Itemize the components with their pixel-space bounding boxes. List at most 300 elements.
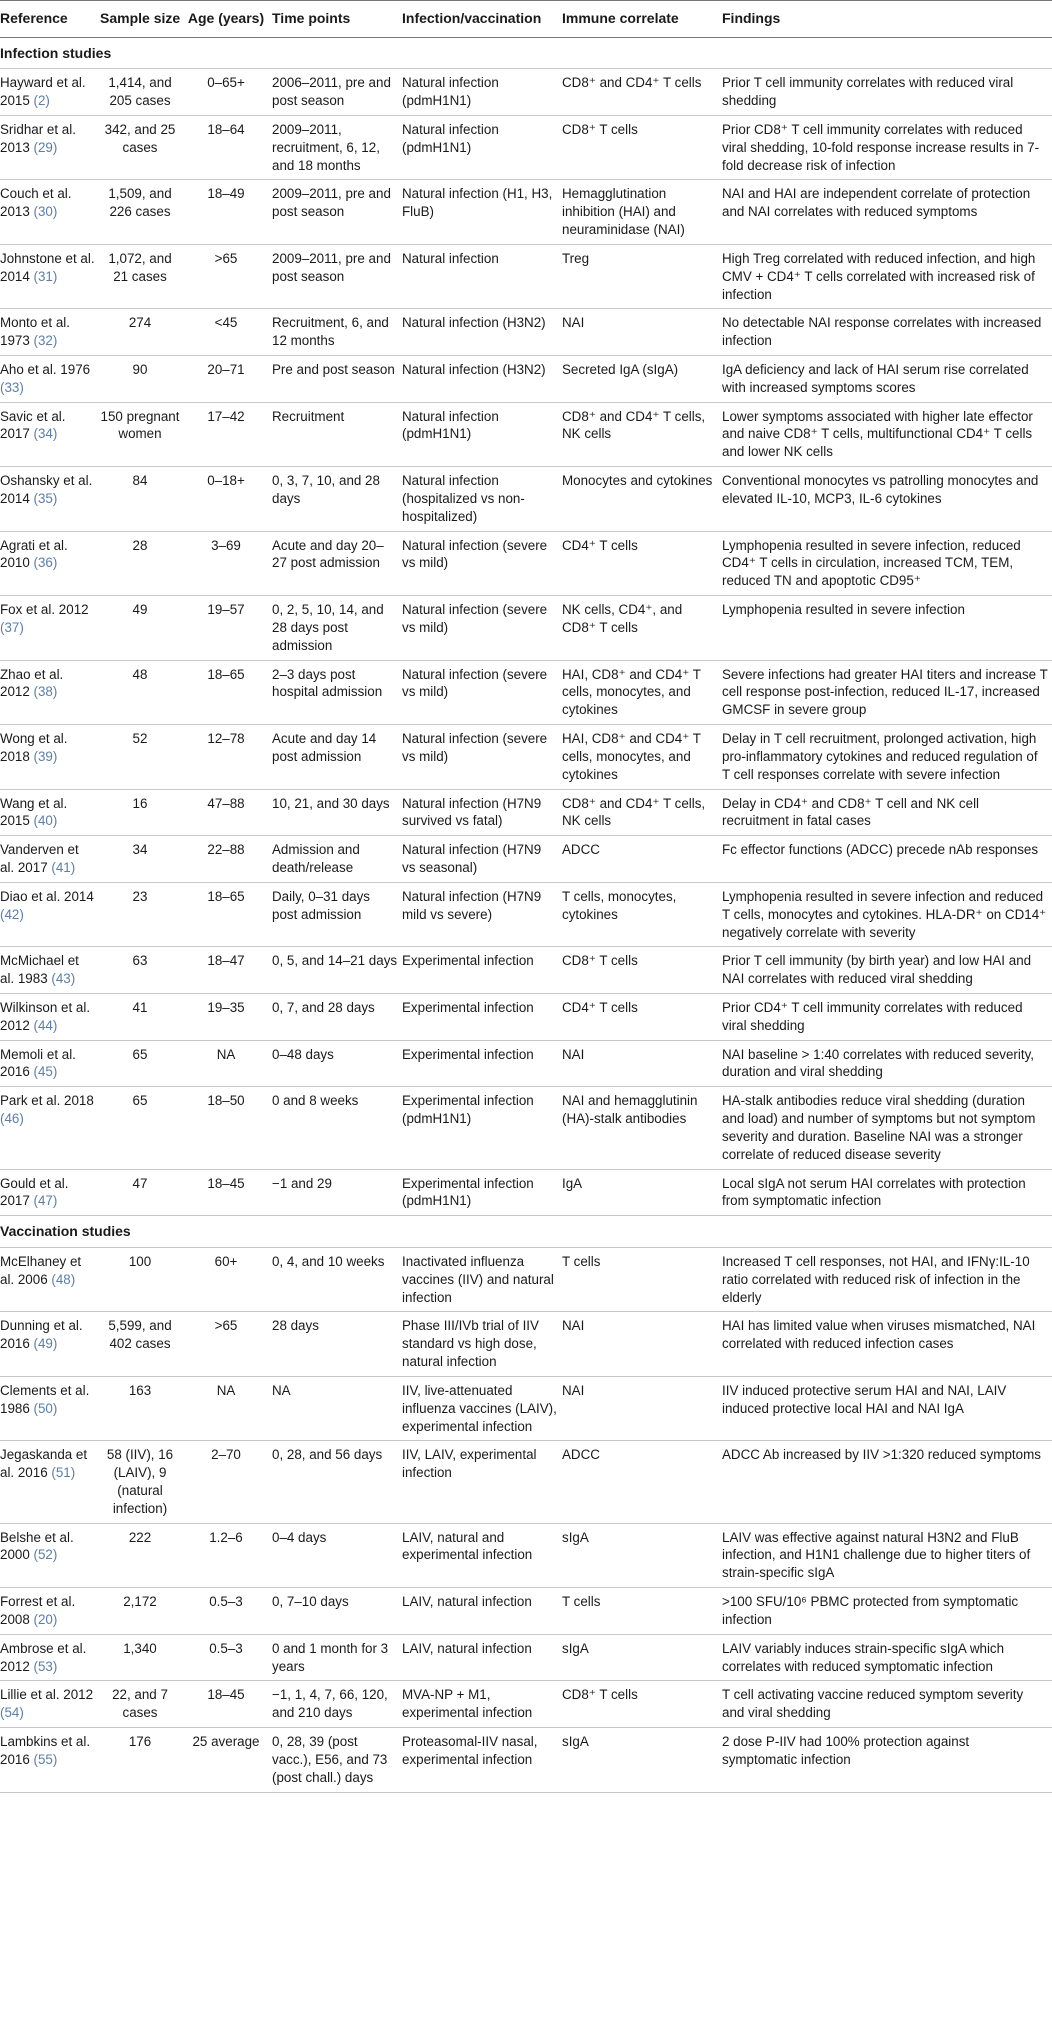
sample-size-cell: 5,599, and 402 cases [100,1312,184,1376]
infection-cell: Natural infection (H7N9 vs seasonal) [402,836,562,883]
table-row [0,1169,1052,1216]
infection-cell: Natural infection [402,244,562,308]
reference-cell [0,467,100,531]
age-cell: 18–50 [184,1087,272,1169]
age-cell: 3–69 [184,531,272,595]
age-cell: 25 average [184,1728,272,1792]
findings-cell: High Treg correlated with reduced infection, and high CMV + CD4⁺ T cells correlated with increased risk of infection [722,244,1052,308]
reference-cell [0,1040,100,1087]
citation-link[interactable]: (44) [33,1017,58,1033]
reference-cell [0,994,100,1041]
immune-correlate-cell: NAI and hemagglutinin (HA)-stalk antibodies [562,1087,722,1169]
reference-cell [0,1087,100,1169]
reference-cell [0,1441,100,1523]
infection-cell: Natural infection (severe vs mild) [402,596,562,660]
infection-cell: Proteasomal-IIV nasal, experimental infection [402,1728,562,1792]
table-row [0,596,1052,660]
sample-size-cell: 2,172 [100,1588,184,1635]
findings-cell: Delay in T cell recruitment, prolonged activation, high pro-inflammatory cytokines and reduced regulation of T cell responses correlate with severe infection [722,725,1052,789]
reference-cell [0,1588,100,1635]
age-cell: 18–64 [184,115,272,179]
infection-cell: Natural infection (hospitalized vs non-hospitalized) [402,467,562,531]
immune-correlate-cell: T cells [562,1588,722,1635]
reference-cell [0,402,100,466]
infection-cell: IIV, live-attenuated influenza vaccines (LAIV), experimental infection [402,1376,562,1440]
time-points-cell: NA [272,1376,402,1440]
citation-link[interactable]: (52) [33,1547,58,1563]
infection-cell: Experimental infection [402,947,562,994]
reference-text: Gould et al. 2017 [0,1175,69,1209]
time-points-cell: −1, 1, 4, 7, 66, 120, and 210 days [272,1681,402,1728]
immune-correlate-cell: CD8⁺ T cells [562,115,722,179]
infection-cell: Natural infection (pdmH1N1) [402,115,562,179]
reference-cell [0,789,100,836]
reference-text: Agrati et al. 2010 [0,537,68,571]
reference-cell [0,1376,100,1440]
reference-text: Zhao et al. 2012 [0,666,64,700]
reference-cell [0,244,100,308]
immune-correlate-cell: Secreted IgA (sIgA) [562,355,722,402]
sample-size-cell: 274 [100,309,184,356]
reference-text: Dunning et al. 2016 [0,1318,83,1352]
findings-cell: Prior T cell immunity correlates with reduced viral shedding [722,69,1052,116]
table-row [0,1247,1052,1311]
sample-size-cell: 23 [100,882,184,946]
age-cell: 12–78 [184,725,272,789]
immune-correlate-cell: ADCC [562,836,722,883]
time-points-cell: −1 and 29 [272,1169,402,1216]
reference-cell [0,1728,100,1792]
time-points-cell: 0, 7, and 28 days [272,994,402,1041]
reference-cell [0,115,100,179]
citation-link[interactable]: (40) [33,813,58,829]
immune-correlate-cell: CD8⁺ and CD4⁺ T cells, NK cells [562,789,722,836]
reference-cell [0,531,100,595]
time-points-cell: Recruitment [272,402,402,466]
sample-size-cell: 65 [100,1087,184,1169]
sample-size-cell: 63 [100,947,184,994]
reference-text: Wilkinson et al. 2012 [0,1000,91,1033]
table-row [0,1040,1052,1087]
reference-text: McElhaney et al. 2006 [0,1253,82,1287]
sample-size-cell: 90 [100,355,184,402]
sample-size-cell: 65 [100,1040,184,1087]
table-row [0,789,1052,836]
table-body [0,37,1052,1792]
sample-size-cell: 58 (IIV), 16 (LAIV), 9 (natural infection) [100,1441,184,1523]
reference-cell [0,947,100,994]
infection-cell: Experimental infection [402,994,562,1041]
sample-size-cell: 176 [100,1728,184,1792]
immune-correlate-cell: Hemagglutination inhibition (HAI) and neuraminidase (NAI) [562,180,722,244]
reference-cell [0,1169,100,1216]
sample-size-cell: 16 [100,789,184,836]
findings-cell: 2 dose P-IIV had 100% protection against symptomatic infection [722,1728,1052,1792]
time-points-cell: 0–48 days [272,1040,402,1087]
findings-cell: Lymphopenia resulted in severe infection [722,596,1052,660]
citation-link[interactable]: (33) [0,379,24,395]
age-cell: 0–65+ [184,69,272,116]
age-cell: 2–70 [184,1441,272,1523]
time-points-cell: 28 days [272,1312,402,1376]
infection-cell: Natural infection (H7N9 mild vs severe) [402,882,562,946]
reference-cell [0,660,100,724]
findings-cell: Increased T cell responses, not HAI, and IFNγ:IL-10 ratio correlated with reduced risk of infection in the elderly [722,1247,1052,1311]
immune-correlate-cell: CD4⁺ T cells [562,994,722,1041]
sample-size-cell: 49 [100,596,184,660]
immune-correlate-cell: T cells [562,1247,722,1311]
sample-size-cell: 222 [100,1523,184,1587]
table-row [0,1441,1052,1523]
time-points-cell: 0 and 8 weeks [272,1087,402,1169]
infection-cell: Natural infection (H3N2) [402,309,562,356]
col-reference-header: Reference [0,1,100,38]
citation-link[interactable]: (45) [33,1064,58,1080]
citation-link[interactable]: (35) [33,490,58,506]
age-cell: >65 [184,1312,272,1376]
immune-correlate-cell: HAI, CD8⁺ and CD4⁺ T cells, monocytes, and cytokines [562,660,722,724]
reference-text: Ambrose et al. 2012 [0,1640,87,1674]
age-cell: 0.5–3 [184,1588,272,1635]
time-points-cell: Recruitment, 6, and 12 months [272,309,402,356]
infection-cell: LAIV, natural and experimental infection [402,1523,562,1587]
sample-size-cell: 1,414, and 205 cases [100,69,184,116]
citation-link[interactable]: (39) [33,748,58,764]
citation-link[interactable]: (36) [33,555,58,571]
reference-text: Aho et al. 1976 [0,361,91,377]
table-row [0,1087,1052,1169]
table-row [0,1634,1052,1681]
sample-size-cell: 22, and 7 cases [100,1681,184,1728]
findings-cell: ADCC Ab increased by IIV >1:320 reduced symptoms [722,1441,1052,1523]
infection-cell: Phase III/IVb trial of IIV standard vs high dose, natural infection [402,1312,562,1376]
reference-text: Lambkins et al. 2016 [0,1734,91,1767]
reference-text: Diao et al. 2014 [0,888,94,904]
reference-text: Lillie et al. 2012 [0,1687,94,1703]
infection-cell: Natural infection (severe vs mild) [402,531,562,595]
time-points-cell: 0–4 days [272,1523,402,1587]
findings-cell: Prior CD8⁺ T cell immunity correlates with reduced viral shedding, 10-fold response increase results in 7-fold decrease risk of infection [722,115,1052,179]
section-row [0,1216,1052,1248]
sample-size-cell: 28 [100,531,184,595]
age-cell: 19–35 [184,994,272,1041]
time-points-cell: 0, 7–10 days [272,1588,402,1635]
findings-cell: Prior CD4⁺ T cell immunity correlates with reduced viral shedding [722,994,1052,1041]
age-cell: 60+ [184,1247,272,1311]
header-row [0,1,1052,38]
table-row [0,309,1052,356]
time-points-cell: 0, 2, 5, 10, 14, and 28 days post admission [272,596,402,660]
sample-size-cell: 52 [100,725,184,789]
reference-cell [0,1523,100,1587]
sample-size-cell: 84 [100,467,184,531]
reference-text: Wong et al. 2018 [0,731,68,764]
sample-size-cell: 41 [100,994,184,1041]
age-cell: NA [184,1376,272,1440]
citation-link[interactable]: (50) [33,1400,58,1416]
sample-size-cell: 342, and 25 cases [100,115,184,179]
age-cell: 0–18+ [184,467,272,531]
time-points-cell: 0 and 1 month for 3 years [272,1634,402,1681]
table-row [0,355,1052,402]
citation-link[interactable]: (30) [33,204,58,220]
time-points-cell: 0, 3, 7, 10, and 28 days [272,467,402,531]
table-row [0,725,1052,789]
findings-cell: Severe infections had greater HAI titers and increase T cell response post-infection, reduced IL-17, increased GMCSF in severe group [722,660,1052,724]
findings-cell: Lymphopenia resulted in severe infection and reduced T cells, monocytes and cytokines. HLA-DR⁺ on CD14⁺ negatively correlate with severity [722,882,1052,946]
reference-text: Oshansky et al. 2014 [0,473,93,506]
infection-cell: Inactivated influenza vaccines (IIV) and natural infection [402,1247,562,1311]
table-row [0,994,1052,1041]
infection-cell: Experimental infection (pdmH1N1) [402,1169,562,1216]
age-cell: 47–88 [184,789,272,836]
infection-cell: Natural infection (H3N2) [402,355,562,402]
findings-cell: LAIV variably induces strain-specific sIgA which correlates with reduced symptomatic infection [722,1634,1052,1681]
findings-cell: NAI baseline > 1:40 correlates with reduced severity, duration and viral shedding [722,1040,1052,1087]
age-cell: 18–47 [184,947,272,994]
col-time-points-header: Time points [272,1,402,38]
reference-text: Sridhar et al. 2013 [0,121,76,155]
citation-link[interactable]: (32) [33,333,58,349]
citation-link[interactable]: (48) [51,1271,76,1287]
reference-text: Fox et al. 2012 [0,602,89,618]
immune-correlate-cell: T cells, monocytes, cytokines [562,882,722,946]
immune-correlate-cell: NK cells, CD4⁺, and CD8⁺ T cells [562,596,722,660]
table-row [0,244,1052,308]
immune-correlate-cell: sIgA [562,1634,722,1681]
immune-correlate-cell: Treg [562,244,722,308]
sample-size-cell: 34 [100,836,184,883]
citation-link[interactable]: (2) [33,93,50,109]
table-row [0,531,1052,595]
reference-text: Savic et al. 2017 [0,408,66,442]
findings-cell: IgA deficiency and lack of HAI serum rise correlated with increased symptoms scores [722,355,1052,402]
reference-text: Couch et al. 2013 [0,186,72,220]
citation-link[interactable]: (49) [33,1336,58,1352]
table-row [0,1523,1052,1587]
citation-link[interactable]: (20) [33,1611,58,1627]
citation-link[interactable]: (29) [33,139,58,155]
table-row [0,467,1052,531]
findings-cell: Conventional monocytes vs patrolling monocytes and elevated IL-10, MCP3, IL-6 cytokines [722,467,1052,531]
table-row [0,1588,1052,1635]
findings-cell: Prior T cell immunity (by birth year) and low HAI and NAI correlates with reduced viral shedding [722,947,1052,994]
section-title: Infection studies [0,37,1052,69]
time-points-cell: Acute and day 20–27 post admission [272,531,402,595]
age-cell: 1.2–6 [184,1523,272,1587]
reference-text: Park et al. 2018 [0,1093,94,1109]
citation-link[interactable]: (37) [0,619,24,635]
time-points-cell: 10, 21, and 30 days [272,789,402,836]
infection-cell: Experimental infection (pdmH1N1) [402,1087,562,1169]
findings-cell: LAIV was effective against natural H3N2 and FluB infection, and H1N1 challenge due to higher titers of strain-specific sIgA [722,1523,1052,1587]
table-row [0,836,1052,883]
immune-correlate-cell: IgA [562,1169,722,1216]
findings-cell: HA-stalk antibodies reduce viral shedding (duration and load) and number of symptoms but not symptom severity and duration. Baseline NAI was a stronger correlate of reduced disease severity [722,1087,1052,1169]
citation-link[interactable]: (47) [33,1193,58,1209]
table-row [0,180,1052,244]
age-cell: NA [184,1040,272,1087]
age-cell: 18–65 [184,882,272,946]
table-row [0,69,1052,116]
citation-link[interactable]: (31) [33,268,58,284]
time-points-cell: Acute and day 14 post admission [272,725,402,789]
time-points-cell: 2009–2011, recruitment, 6, 12, and 18 months [272,115,402,179]
sample-size-cell: 1,072, and 21 cases [100,244,184,308]
infection-cell: Natural infection (H7N9 survived vs fatal) [402,789,562,836]
reference-text: Wang et al. 2015 [0,795,68,829]
time-points-cell: 0, 28, 39 (post vacc.), E56, and 73 (post chall.) days [272,1728,402,1792]
age-cell: 18–45 [184,1681,272,1728]
immune-correlate-cell: Monocytes and cytokines [562,467,722,531]
citation-link[interactable]: (34) [33,426,58,442]
findings-cell: >100 SFU/10⁶ PBMC protected from symptomatic infection [722,1588,1052,1635]
reference-text: McMichael et al. 1983 [0,953,79,987]
findings-cell: T cell activating vaccine reduced symptom severity and viral shedding [722,1681,1052,1728]
infection-cell: Natural infection (pdmH1N1) [402,402,562,466]
immune-correlate-cell: NAI [562,1312,722,1376]
reference-text: Monto et al. 1973 [0,315,70,349]
reference-cell [0,180,100,244]
age-cell: 20–71 [184,355,272,402]
table-row [0,947,1052,994]
reference-text: Johnstone et al. 2014 [0,250,95,284]
time-points-cell: 0, 4, and 10 weeks [272,1247,402,1311]
citation-link[interactable]: (54) [0,1705,24,1721]
age-cell: 0.5–3 [184,1634,272,1681]
sample-size-cell: 163 [100,1376,184,1440]
table-row [0,402,1052,466]
sample-size-cell: 150 pregnant women [100,402,184,466]
reference-text: Jegaskanda et al. 2016 [0,1447,88,1481]
citation-link[interactable]: (42) [0,906,24,922]
reference-text: Vanderven et al. 2017 [0,842,79,876]
reference-cell [0,1312,100,1376]
table-row [0,115,1052,179]
sample-size-cell: 1,340 [100,1634,184,1681]
immune-correlate-cell: NAI [562,309,722,356]
immune-correlate-cell: HAI, CD8⁺ and CD4⁺ T cells, monocytes, and cytokines [562,725,722,789]
citation-link[interactable]: (53) [33,1658,58,1674]
time-points-cell: Pre and post season [272,355,402,402]
section-row [0,37,1052,69]
reference-text: Forrest et al. 2008 [0,1594,76,1627]
infection-cell: LAIV, natural infection [402,1588,562,1635]
immune-correlate-cell: CD8⁺ T cells [562,947,722,994]
infection-cell: Natural infection (pdmH1N1) [402,69,562,116]
time-points-cell: 2006–2011, pre and post season [272,69,402,116]
immune-correlate-cell: CD8⁺ and CD4⁺ T cells, NK cells [562,402,722,466]
findings-cell: No detectable NAI response correlates with increased infection [722,309,1052,356]
citation-link[interactable]: (55) [33,1751,58,1767]
reference-cell [0,1634,100,1681]
reference-cell [0,596,100,660]
age-cell: 22–88 [184,836,272,883]
age-cell: <45 [184,309,272,356]
time-points-cell: Admission and death/release [272,836,402,883]
citation-link[interactable]: (46) [0,1111,24,1127]
findings-cell: Fc effector functions (ADCC) precede nAb responses [722,836,1052,883]
reference-text: Clements et al. 1986 [0,1382,90,1416]
age-cell: 19–57 [184,596,272,660]
reference-cell [0,1247,100,1311]
reference-cell [0,836,100,883]
immune-correlate-cell: CD8⁺ and CD4⁺ T cells [562,69,722,116]
citation-link[interactable]: (51) [51,1465,76,1481]
sample-size-cell: 47 [100,1169,184,1216]
time-points-cell: Daily, 0–31 days post admission [272,882,402,946]
citation-link[interactable]: (41) [51,860,76,876]
infection-cell: Natural infection (severe vs mild) [402,725,562,789]
col-infection-header: Infection/vaccination [402,1,562,38]
findings-cell: NAI and HAI are independent correlate of protection and NAI correlates with reduced symptoms [722,180,1052,244]
immune-correlate-cell: sIgA [562,1523,722,1587]
findings-cell: IIV induced protective serum HAI and NAI, LAIV induced protective local HAI and NAI IgA [722,1376,1052,1440]
findings-cell: Lower symptoms associated with higher late effector and naive CD8⁺ T cells, multifunctional CD4⁺ T cells and lower NK cells [722,402,1052,466]
infection-cell: MVA-NP + M1, experimental infection [402,1681,562,1728]
table-row [0,882,1052,946]
immune-correlate-cell: NAI [562,1376,722,1440]
citation-link[interactable]: (38) [33,684,58,700]
time-points-cell: 2009–2011, pre and post season [272,180,402,244]
citation-link[interactable]: (43) [51,971,76,987]
reference-cell [0,355,100,402]
immune-correlate-cell: NAI [562,1040,722,1087]
col-age-header: Age (years) [184,1,272,38]
age-cell: 18–65 [184,660,272,724]
sample-size-cell: 1,509, and 226 cases [100,180,184,244]
reference-cell [0,309,100,356]
infection-cell: Experimental infection [402,1040,562,1087]
table-row [0,1376,1052,1440]
age-cell: 17–42 [184,402,272,466]
sample-size-cell: 48 [100,660,184,724]
section-title: Vaccination studies [0,1216,1052,1248]
reference-cell [0,725,100,789]
reference-cell [0,882,100,946]
age-cell: >65 [184,244,272,308]
table-header [0,1,1052,38]
age-cell: 18–49 [184,180,272,244]
reference-text: Hayward et al. 2015 [0,75,86,109]
time-points-cell: 2009–2011, pre and post season [272,244,402,308]
table-row [0,1728,1052,1792]
col-correlate-header: Immune correlate [562,1,722,38]
reference-cell [0,1681,100,1728]
time-points-cell: 0, 28, and 56 days [272,1441,402,1523]
infection-cell: Natural infection (H1, H3, FluB) [402,180,562,244]
findings-cell: HAI has limited value when viruses mismatched, NAI correlated with reduced infection cases [722,1312,1052,1376]
time-points-cell: 2–3 days post hospital admission [272,660,402,724]
findings-cell: Local sIgA not serum HAI correlates with protection from symptomatic infection [722,1169,1052,1216]
sample-size-cell: 100 [100,1247,184,1311]
age-cell: 18–45 [184,1169,272,1216]
col-findings-header: Findings [722,1,1052,38]
immune-correlate-cell: ADCC [562,1441,722,1523]
table-row [0,1312,1052,1376]
findings-cell: Delay in CD4⁺ and CD8⁺ T cell and NK cell recruitment in fatal cases [722,789,1052,836]
table-row [0,660,1052,724]
infection-cell: IIV, LAIV, experimental infection [402,1441,562,1523]
immune-correlate-cell: sIgA [562,1728,722,1792]
reference-cell [0,69,100,116]
immune-correlate-cell: CD4⁺ T cells [562,531,722,595]
immune-correlate-cell: CD8⁺ T cells [562,1681,722,1728]
reference-text: Memoli et al. 2016 [0,1046,76,1080]
col-sample-size-header: Sample size [100,1,184,38]
findings-cell: Lymphopenia resulted in severe infection, reduced CD4⁺ T cells in circulation, increased TCM, TEM, reduced TN and apoptotic CD95⁺ [722,531,1052,595]
table-row [0,1681,1052,1728]
